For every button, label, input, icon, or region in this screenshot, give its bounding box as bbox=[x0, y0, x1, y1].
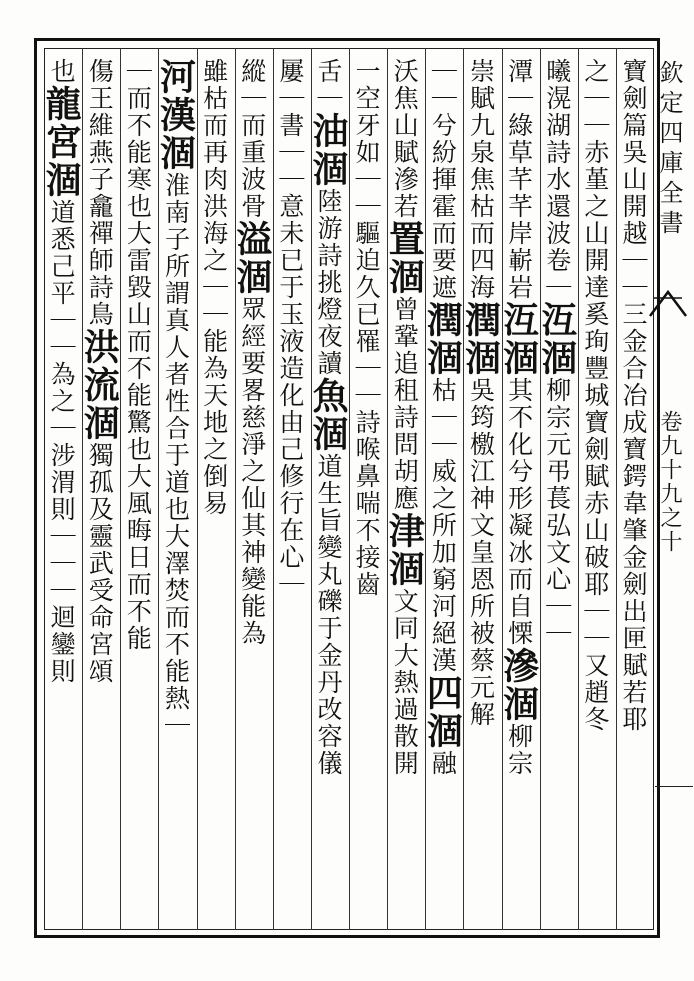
text-column bbox=[154, 48, 197, 930]
text-segment: 也 bbox=[47, 58, 77, 85]
column-rule bbox=[387, 48, 388, 930]
text-column bbox=[120, 48, 158, 930]
column-rule bbox=[158, 48, 159, 930]
entry-heading: 洪流涸 bbox=[78, 328, 121, 442]
text-segment: 道悉己平｜｜為之｜ bbox=[47, 199, 77, 442]
text-segment: 柳宗元弔萇弘文心｜｜ bbox=[542, 377, 572, 647]
text-segment: 獨孤及靈武受命宮頌 bbox=[85, 442, 115, 685]
text-segment: 詩喉鼻喘不接齒 bbox=[352, 409, 382, 598]
text-segment: 迴鑾則 bbox=[47, 604, 77, 685]
text-segment: 崇賦九泉焦枯而四海 bbox=[466, 58, 496, 301]
text-column bbox=[307, 48, 349, 930]
text-column bbox=[197, 48, 235, 930]
column-rule bbox=[463, 48, 464, 930]
text-column bbox=[78, 48, 121, 930]
column-rule bbox=[578, 48, 579, 930]
volume-label: 卷九十九之十 bbox=[657, 410, 682, 554]
column-rule bbox=[425, 48, 426, 930]
text-segment: 于玉液造化由己修行在心｜ bbox=[275, 274, 305, 598]
entry-heading: 津涸 bbox=[383, 512, 426, 588]
entry-heading: 潤涸 bbox=[421, 301, 464, 377]
column-rule bbox=[235, 48, 236, 930]
text-column bbox=[349, 48, 387, 930]
text-segment: 其不化兮形凝冰而自慄 bbox=[504, 377, 534, 647]
text-segment: 柳宗 bbox=[504, 723, 534, 777]
column-rule bbox=[120, 48, 121, 930]
entry-heading: 置涸 bbox=[383, 220, 426, 296]
column-rule bbox=[502, 48, 503, 930]
column-rule bbox=[82, 48, 83, 930]
text-segment: 眾經要畧慈淨之仙其神變能為 bbox=[237, 296, 267, 647]
fishtail-mark-icon bbox=[648, 288, 688, 318]
text-column bbox=[578, 48, 616, 930]
entry-heading: 滲涸 bbox=[497, 647, 540, 723]
text-segment: 吳筠檄江神文皇恩所被蔡 bbox=[466, 377, 496, 674]
entry-heading: 溢涸 bbox=[230, 220, 273, 296]
entry-heading: 沍涸 bbox=[535, 301, 578, 377]
text-segment: 曾鞏追租詩問胡應 bbox=[390, 296, 420, 512]
text-column bbox=[421, 48, 464, 930]
text-segment: 縱｜而重波骨 bbox=[237, 58, 267, 220]
text-segment: 屢｜ bbox=[275, 58, 305, 112]
text-segment: 寶劍篇吳山開越｜｜三金合冶成寶鍔韋肇金劍出匣賦若耶 bbox=[619, 58, 648, 733]
column-rule bbox=[273, 48, 274, 930]
text-column bbox=[459, 48, 502, 930]
text-segment: 曦滉湖詩水還波卷｜ bbox=[542, 58, 572, 301]
text-segment: 潭｜綠草芊芊岸嶄岩 bbox=[504, 58, 534, 301]
column-rule bbox=[616, 48, 617, 930]
text-column bbox=[616, 48, 654, 930]
text-segment: 驅迫久已罹｜｜ bbox=[352, 220, 382, 409]
text-segment: 文同大熱過散開 bbox=[390, 588, 420, 777]
text-column bbox=[230, 48, 273, 930]
text-segment: 融 bbox=[428, 750, 458, 777]
text-segment: ｜｜兮紛揮霍而要遮 bbox=[428, 58, 458, 301]
text-segment: 陸游詩挑燈夜讀 bbox=[314, 188, 343, 377]
entry-heading: 沍涸 bbox=[497, 301, 540, 377]
text-segment: 雖枯而再肉 bbox=[199, 58, 229, 193]
entry-heading: 龍宮涸 bbox=[40, 85, 83, 199]
entry-heading: 河漢涸 bbox=[154, 58, 197, 172]
entry-heading: 油涸 bbox=[307, 112, 349, 188]
text-segment: 涉渭則｜｜｜ bbox=[47, 442, 77, 604]
text-segment: 淮南子所謂真人者性合于道也大澤焚而不能熱｜ bbox=[161, 172, 191, 739]
text-segment: ｜而不能寒也大雷毀山而不能驚也大風晦日而不能 bbox=[123, 58, 153, 652]
column-rule bbox=[540, 48, 541, 930]
text-segment: 傷 bbox=[85, 58, 115, 85]
entry-heading: 魚涸 bbox=[307, 377, 349, 453]
text-column bbox=[40, 48, 83, 930]
text-segment: 洪海之｜｜能為天地之倒易 bbox=[199, 193, 229, 517]
text-column bbox=[497, 48, 540, 930]
column-rule bbox=[197, 48, 198, 930]
text-column bbox=[383, 48, 426, 930]
text-segment: 王維燕子龕禪師詩鳥 bbox=[85, 85, 115, 328]
text-segment: 舌｜ bbox=[314, 58, 343, 112]
entry-heading: 潤涸 bbox=[459, 301, 502, 377]
text-body bbox=[40, 48, 654, 930]
text-segment: 書｜｜意未已 bbox=[275, 112, 305, 274]
text-segment: 之｜｜赤堇之山開達奚珣豐城寶劍賦赤山破耶｜｜又趙冬 bbox=[580, 58, 610, 733]
book-title: 欽定四庫全書 bbox=[655, 60, 683, 240]
column-rule bbox=[311, 48, 312, 930]
entry-heading: 四涸 bbox=[421, 674, 464, 750]
text-segment: 枯｜｜威之所加窮河絕漢 bbox=[428, 377, 458, 674]
margin-rule bbox=[655, 786, 693, 787]
text-column bbox=[273, 48, 311, 930]
text-segment: 道生旨變丸礫于金丹改容儀 bbox=[314, 453, 343, 777]
text-segment: 沃焦山賦滲若 bbox=[390, 58, 420, 220]
text-column bbox=[535, 48, 578, 930]
text-segment: 元解 bbox=[466, 674, 496, 728]
column-rule bbox=[349, 48, 350, 930]
text-segment: 一空牙如｜｜ bbox=[352, 58, 382, 220]
